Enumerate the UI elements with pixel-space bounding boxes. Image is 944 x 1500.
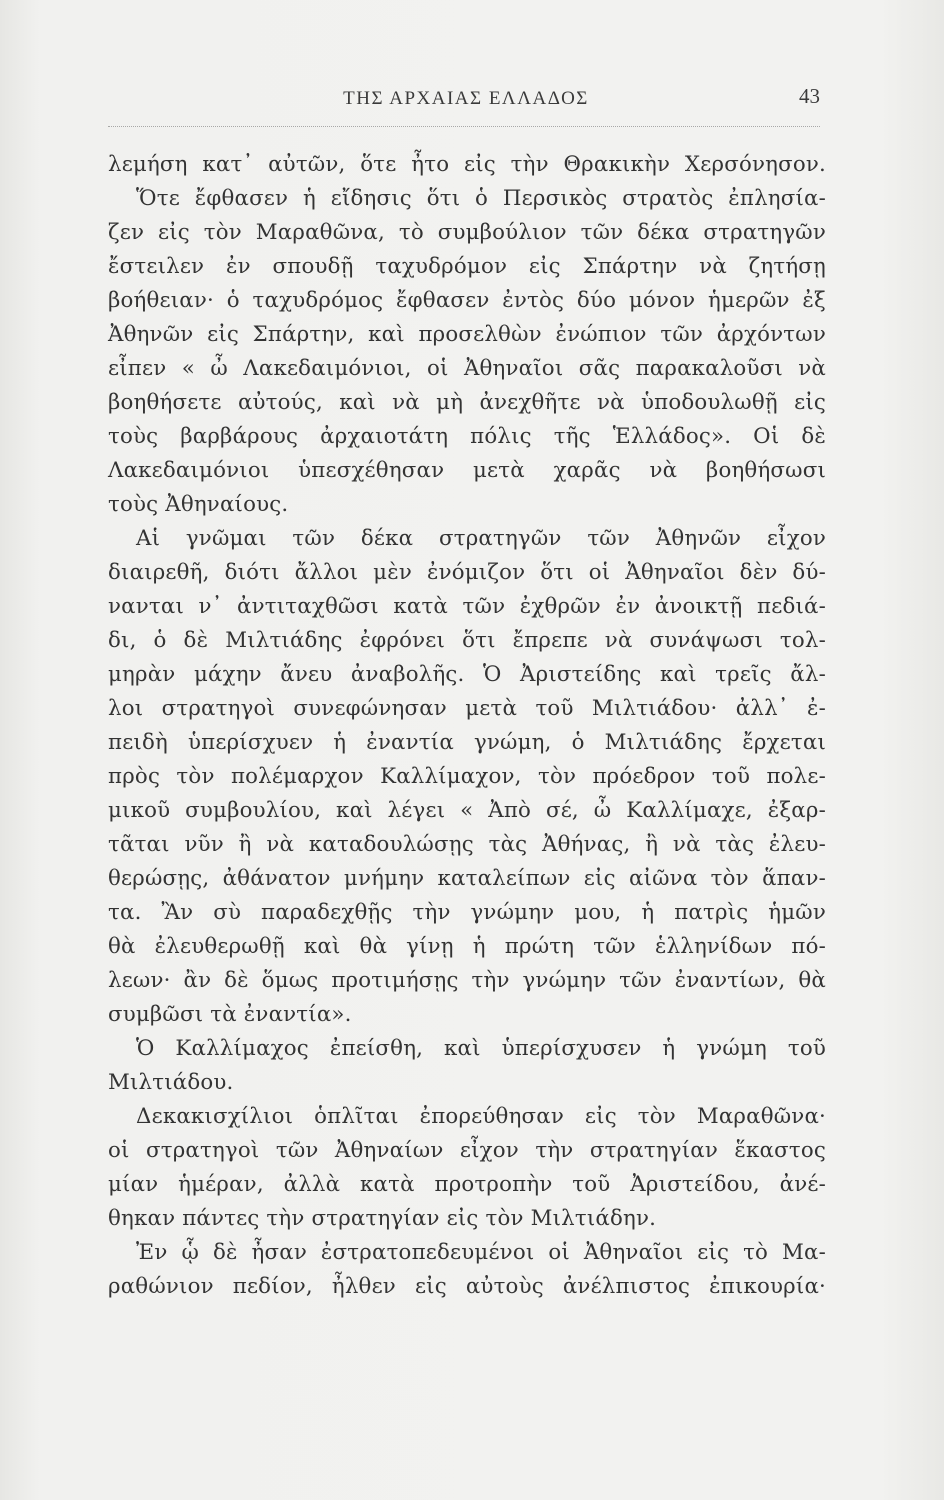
text-line: τοὺς βαρβάρους ἀρχαιοτάτη πόλις τῆς Ἑλλάδος». Οἱ δὲ bbox=[108, 424, 826, 449]
text-line: λοι στρατηγοὶ συνεφώνησαν μετὰ τοῦ Μιλτιάδου· ἀλλ᾽ ἐ- bbox=[108, 696, 826, 721]
text-line: πειδὴ ὑπερίσχυεν ἡ ἐναντία γνώμη, ὁ Μιλτιάδης ἔρχεται bbox=[108, 730, 826, 755]
text-line: νανται ν᾽ ἀντιταχθῶσι κατὰ τῶν ἐχθρῶν ἐν ἀνοικτῇ πεδιά- bbox=[108, 594, 826, 619]
text-line: Ὅτε ἔφθασεν ἡ εἴδησις ὅτι ὁ Περσικὸς στρατὸς ἐπλησία- bbox=[136, 186, 826, 211]
text-line: ζεν εἰς τὸν Μαραθῶνα, τὸ συμβούλιον τῶν δέκα στρατηγῶν bbox=[108, 220, 826, 245]
text-line: Ἐν ᾧ δὲ ἦσαν ἐστρατοπεδευμένοι οἱ Ἀθηναῖοι εἰς τὸ Μα- bbox=[136, 1240, 826, 1265]
text-line: μίαν ἡμέραν, ἀλλὰ κατὰ προτροπὴν τοῦ Ἀριστείδου, ἀνέ- bbox=[108, 1172, 826, 1197]
text-line: λεων· ἂν δὲ ὅμως προτιμήσῃς τὴν γνώμην τῶν ἐναντίων, θὰ bbox=[108, 968, 826, 993]
text-line: τα. Ἂν σὺ παραδεχθῇς τὴν γνώμην μου, ἡ πατρὶς ἡμῶν bbox=[108, 900, 826, 925]
text-line: Αἱ γνῶμαι τῶν δέκα στρατηγῶν τῶν Ἀθηνῶν εἶχον bbox=[136, 526, 826, 551]
text-line: ραθώνιον πεδίον, ἦλθεν εἰς αὐτοὺς ἀνέλπιστος ἐπικουρία· bbox=[108, 1274, 826, 1299]
text-line: θηκαν πάντες τὴν στρατηγίαν εἰς τὸν Μιλτιάδην. bbox=[108, 1206, 657, 1231]
running-head bbox=[108, 84, 824, 118]
text-line: συμβῶσι τὰ ἐναντία». bbox=[108, 1002, 352, 1027]
text-line: Δεκακισχίλιοι ὁπλῖται ἐπορεύθησαν εἰς τὸν Μαραθῶνα· bbox=[136, 1104, 826, 1129]
text-line: εἶπεν « ὦ Λακεδαιμόνιοι, οἱ Ἀθηναῖοι σᾶς παρακαλοῦσι νὰ bbox=[108, 356, 826, 381]
page-number: 43 bbox=[799, 84, 820, 108]
text-line: τοὺς Ἀθηναίους. bbox=[108, 492, 289, 517]
text-line: ἔστειλεν ἐν σπουδῇ ταχυδρόμον εἰς Σπάρτην νὰ ζητήσῃ bbox=[108, 254, 826, 279]
header-rule bbox=[108, 126, 820, 127]
text-line: πρὸς τὸν πολέμαρχον Καλλίμαχον, τὸν πρόεδρον τοῦ πολε- bbox=[108, 764, 826, 789]
text-line: Μιλτιάδου. bbox=[108, 1070, 234, 1095]
text-line: λεμήση κατ᾽ αὐτῶν, ὅτε ἦτο εἰς τὴν Θρακικὴν Χερσόνησον. bbox=[108, 152, 826, 177]
text-line: Λακεδαιμόνιοι ὑπεσχέθησαν μετὰ χαρᾶς νὰ βοηθήσωσι bbox=[108, 458, 826, 483]
text-line: βοήθειαν· ὁ ταχυδρόμος ἔφθασεν ἐντὸς δύο μόνον ἡμερῶν ἐξ bbox=[108, 288, 826, 313]
text-line: Ἀθηνῶν εἰς Σπάρτην, καὶ προσελθὼν ἐνώπιον τῶν ἀρχόντων bbox=[108, 322, 826, 347]
text-line: Ὁ Καλλίμαχος ἐπείσθη, καὶ ὑπερίσχυσεν ἡ γνώμη τοῦ bbox=[136, 1036, 826, 1061]
text-line: βοηθήσετε αὐτούς, καὶ νὰ μὴ ἀνεχθῆτε νὰ ὑποδουλωθῇ εἰς bbox=[108, 390, 826, 415]
text-line: μικοῦ συμβουλίου, καὶ λέγει « Ἀπὸ σέ, ὦ Καλλίμαχε, ἐξαρ- bbox=[108, 798, 826, 823]
text-line: δι, ὁ δὲ Μιλτιάδης ἐφρόνει ὅτι ἔπρεπε νὰ συνάψωσι τολ- bbox=[108, 628, 826, 653]
text-line: τᾶται νῦν ἢ νὰ καταδουλώσῃς τὰς Ἀθήνας, ἢ νὰ τὰς ἐλευ- bbox=[108, 832, 826, 857]
running-title: ΤΗΣ ΑΡΧΑΙΑΣ ΕΛΛΑΔΟΣ bbox=[343, 88, 589, 109]
text-line: θερώσῃς, ἀθάνατον μνήμην καταλείπων εἰς αἰῶνα τὸν ἅπαν- bbox=[108, 866, 826, 891]
text-line: διαιρεθῆ, διότι ἄλλοι μὲν ἐνόμιζον ὅτι οἱ Ἀθηναῖοι δὲν δύ- bbox=[108, 560, 826, 585]
text-line: οἱ στρατηγοὶ τῶν Ἀθηναίων εἶχον τὴν στρατηγίαν ἕκαστος bbox=[108, 1138, 826, 1163]
text-line: θὰ ἐλευθερωθῇ καὶ θὰ γίνῃ ἡ πρώτη τῶν ἑλληνίδων πό- bbox=[108, 934, 826, 959]
text-line: μηρὰν μάχην ἄνευ ἀναβολῆς. Ὁ Ἀριστείδης καὶ τρεῖς ἄλ- bbox=[108, 662, 826, 687]
